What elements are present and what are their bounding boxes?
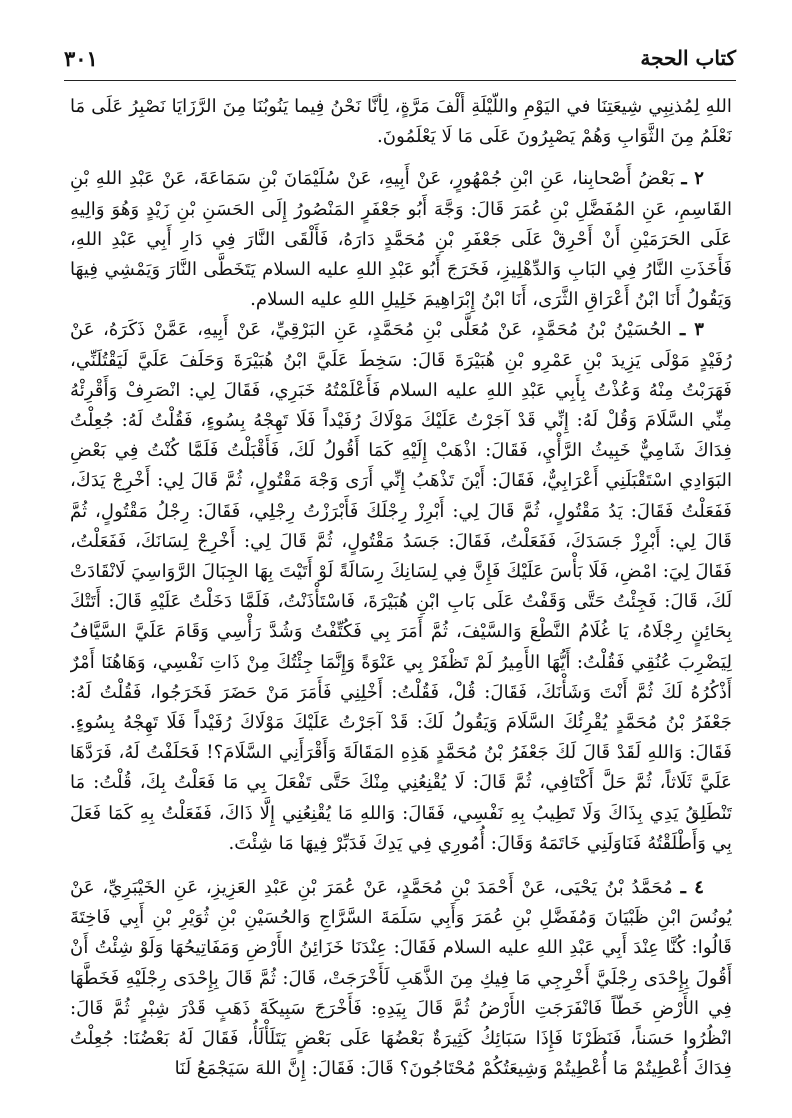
running-head-title: كتاب الحجة bbox=[640, 46, 736, 70]
hadith-number: ٣ ـ bbox=[680, 319, 704, 341]
hadith-paragraph bbox=[70, 164, 732, 315]
page-header bbox=[64, 40, 736, 76]
page-body bbox=[70, 92, 732, 1102]
continued-paragraph bbox=[70, 92, 732, 152]
page-number: ٣٠١ bbox=[64, 45, 98, 71]
paragraph-text: مُحَمَّدُ بْنُ يَحْيَى، عَنْ أَحْمَدَ بْنِ مُحَمَّدٍ، عَنْ عُمَرَ بْنِ عَبْدِ العَزِيزِ، عَنِ الخَيْبَرِيِّ، عَنْ يُونُسَ ابْنِ ظَبْيَانَ وَمُفَضَّلِ بْنِ عُمَرَ وَأَبِي سَلَمَةَ السَّرَّاجِ وَالحُسَيْنِ بْنِ ثُوَيْرِ بْنِ أَبِي فَاخِتَةَ قَالُوا: كُنَّا عِنْدَ أَبِي عَبْدِ اللهِ عليه السلام فَقَالَ: عِنْدَنَا خَزَائِنُ الأَرْضِ وَمَفَاتِيحُهَا وَلَوْ شِئْتُ أَنْ أَقُولَ بِإِحْدَى رِجْلَيَّ أَخْرِجِي مَا فِيكِ مِنَ الذَّهَبِ لَأَخْرَجَتْ، قَالَ: ثُمَّ قَالَ بِإِحْدَى رِجْلَيْهِ فَخَطَّهَا فِي الأَرْضِ خَطّاً فَانْفَرَجَتِ الأَرْضُ ثُمَّ قَالَ بِيَدِهِ: فَأَخْرَجَ سَبِيكَةَ ذَهَبٍ قَدْرَ شِبْرٍ ثُمَّ قَالَ: انْظُرُوا حَسَناً، فَنَظَرْنَا فَإِذَا سَبَائِكُ كَثِيرَةٌ بَعْضُهَا عَلَى بَعْضٍ يَتَلَأْلَأُ، فَقَالَ لَهُ بَعْضُنَا: جُعِلْتُ فِدَاكَ أُعْطِيتُمْ مَا أُعْطِيتُمْ وَشِيعَتُكُمْ مُحْتَاجُونَ؟ قَالَ: فَقَالَ: إِنَّ اللهَ سَيَجْمَعُ لَنَا bbox=[70, 877, 732, 1080]
paragraph-text: الحُسَيْنُ بْنُ مُحَمَّدٍ، عَنْ مُعَلَّى بْنِ مُحَمَّدٍ، عَنِ البَرْقِيِّ، عَنْ أَبِيهِ، عَمَّنْ ذَكَرَهُ، عَنْ رُفَيْدٍ مَوْلَى يَزِيدَ بْنِ عَمْرِو بْنِ هُبَيْرَةَ قَالَ: سَخِطَ عَلَيَّ ابْنُ هُبَيْرَةَ وَحَلَفَ عَلَيَّ لَيَقْتُلَنِّي، فَهَرَبْتُ مِنْهُ وَعُذْتُ بِأَبِي عَبْدِ اللهِ عليه السلام فَأَعْلَمْتُهُ خَبَرِي، فَقَالَ لِي: انْصَرِفْ وَأَقْرِئْهُ مِنِّي السَّلَامَ وَقُلْ لَهُ: إِنِّي قَدْ آجَرْتُ عَلَيْكَ مَوْلَاكَ رُفَيْداً فَلَا تَهِجْهُ بِسُوءٍ، فَقُلْتُ لَهُ: جُعِلْتُ فِدَاكَ شَامِيٌّ خَبِيثُ الرَّأْيِ، فَقَالَ: اذْهَبْ إِلَيْهِ كَمَا أَقُولُ لَكَ، فَأَقْبَلْتُ فَلَمَّا كُنْتُ فِي بَعْضِ البَوَادِي اسْتَقْبَلَنِي أَعْرَابِيٌّ، فَقَالَ: أَيْنَ تَذْهَبُ إِنِّي أَرَى وَجْهَ مَقْتُولٍ، ثُمَّ قَالَ لِي: أَخْرِجْ يَدَكَ، فَفَعَلْتُ فَقَالَ: يَدُ مَقْتُولٍ، ثُمَّ قَالَ لِي: أَبْرِزْ رِجْلَكَ فَأَبْرَزْتُ رِجْلِي، فَقَالَ: رِجْلُ مَقْتُولٍ، ثُمَّ قَالَ لِي: أَبْرِزْ جَسَدَكَ، فَفَعَلْتُ، فَقَالَ: جَسَدُ مَقْتُولٍ، ثُمَّ قَالَ لِي: أَخْرِجْ لِسَانَكَ، فَفَعَلْتُ، فَقَالَ لِيَ: امْضِ، فَلَا بَأْسَ عَلَيْكَ فَإِنَّ فِي لِسَانِكَ رِسَالَةً لَوْ أَتَيْتَ بِهَا الجِبَالَ الرَّوَاسِيَ لَانْقَادَتْ لَكَ، قَالَ: فَجِئْتُ حَتَّى وَقَفْتُ عَلَى بَابِ ابْنِ هُبَيْرَةَ، فَاسْتَأْذَنْتُ، فَلَمَّا دَخَلْتُ عَلَيْهِ قَالَ: أَتَتْكَ بِحَائِنٍ رِجْلَاهُ، يَا غُلَامُ النَّطْعَ وَالسَّيْفَ، ثُمَّ أَمَرَ بِي فَكُتِّفْتُ وَشُدَّ رَأْسِي وَقَامَ عَلَيَّ السَّيَّافُ لِيَضْرِبَ عُنُقِي فَقُلْتُ: أَيُّهَا الأَمِيرُ لَمْ تَظْفَرْ بِي عَنْوَةً وَإِنَّمَا جِئْتُكَ مِنْ ذَاتِ نَفْسِي، وَهَاهُنَا أَمْرٌ أَذْكُرُهُ لَكَ ثُمَّ أَنْتَ وَشَأْنَكَ، فَقَالَ: قُلْ، فَقُلْتُ: أَخْلِنِي فَأَمَرَ مَنْ حَضَرَ فَخَرَجُوا، فَقُلْتُ لَهُ: جَعْفَرُ بْنُ مُحَمَّدٍ يُقْرِئُكَ السَّلَامَ وَيَقُولُ لَكَ: قَدْ آجَرْتُ عَلَيْكَ مَوْلَاكَ رُفَيْداً فَلَا تَهِجْهُ بِسُوءٍ. فَقَالَ: وَاللهِ لَقَدْ قَالَ لَكَ جَعْفَرُ بْنُ مُحَمَّدٍ هَذِهِ المَقَالَةَ وَأَقْرَأَنِي السَّلَامَ؟! فَحَلَفْتُ لَهُ، فَرَدَّهَا عَلَيَّ ثَلَاثاً، ثُمَّ حَلَّ أَكْتَافِي، ثُمَّ قَالَ: لَا يُقْنِعُنِي مِنْكَ حَتَّى تَفْعَلَ بِي مَا فَعَلْتُ بِكَ، قُلْتُ: مَا تَنْطَلِقُ يَدِي بِذَاكَ وَلَا تَطِيبُ بِهِ نَفْسِي، فَقَالَ: وَاللهِ مَا يُقْنِعُنِي إِلَّا ذَاكَ، فَفَعَلْتُ بِهِ كَمَا فَعَلَ بِي وَأَطْلَقْتُهُ فَنَاوَلَنِي خَاتَمَهُ وَقَالَ: أُمُورِي فِي يَدِكَ فَدَبِّرْ فِيهَا مَا شِئْتَ. bbox=[70, 319, 732, 854]
paragraph-text: بَعْضُ أَصْحابِنا، عَنِ ابْنِ جُمْهُورٍ، عَنْ أَبِيهِ، عَنْ سُلَيْمَانَ بْنِ سَمَاعَةَ، عَنْ عَبْدِ اللهِ بْنِ القَاسِمِ، عَنِ المُفَضَّلِ بْنِ عُمَرَ قَالَ: وَجَّهَ أَبُو جَعْفَرٍ المَنْصُورُ إِلَى الحَسَنِ بْنِ زَيْدٍ وَهُوَ وَالِيهِ عَلَى الحَرَمَيْنِ أَنْ أَحْرِقْ عَلَى جَعْفَرِ بْنِ مُحَمَّدٍ دَارَهُ، فَأَلْقَى النَّارَ فِي دَارِ أَبِي عَبْدِ اللهِ، فَأَخَذَتِ النَّارُ فِي البَابِ وَالدِّهْلِيزِ، فَخَرَجَ أَبُو عَبْدِ اللهِ عليه السلام يَتَخَطَّى النَّارَ وَيَمْشِي فِيهَا وَيَقُولُ أَنَا ابْنُ أَعْرَاقِ الثَّرَى، أَنَا ابْنُ إِبْرَاهِيمَ خَلِيلِ اللهِ عليه السلام. bbox=[70, 168, 732, 311]
hadith-paragraph bbox=[70, 873, 732, 1084]
paragraph-text: اللهِ لِمُذنِبِي شِيعَتِنَا في اليَوْمِ واللَّيْلَةِ أَلْفَ مَرَّةٍ، لِأَنَّا نَحْنُ فِيما يَنُوبُنَا مِنَ الرَّزَايَا نَصْبِرُ عَلَى مَا نَعْلَمُ مِنَ الثَّوَابِ وَهُمْ يَصْبِرُونَ عَلَى مَا لَا يَعْلَمُونَ. bbox=[70, 96, 732, 148]
hadith-number: ٢ ـ bbox=[681, 168, 704, 190]
hadith-paragraph bbox=[70, 315, 732, 859]
hadith-number: ٤ ـ bbox=[680, 877, 704, 899]
header-rule bbox=[64, 80, 736, 81]
